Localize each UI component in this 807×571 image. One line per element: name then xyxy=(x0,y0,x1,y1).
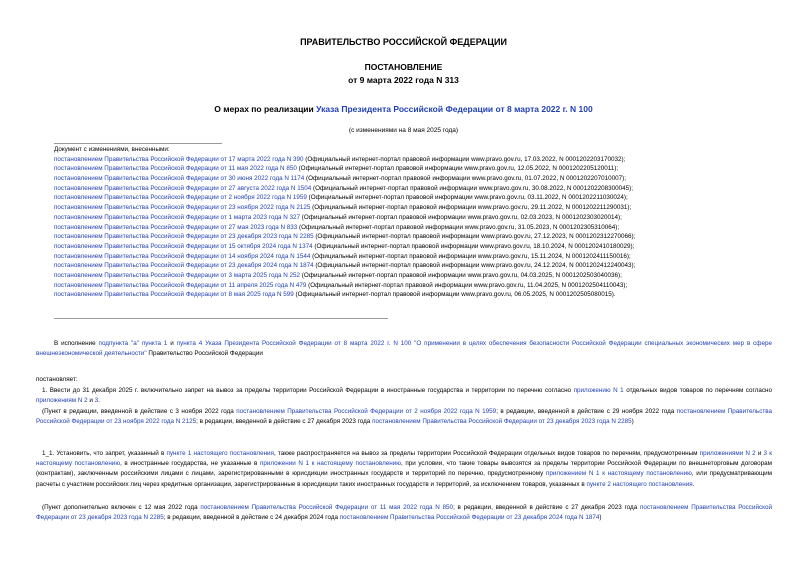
change-item xyxy=(54,174,774,184)
change-link[interactable]: постановлением Правительства Российской Федерации от 27 августа 2022 года N 1504 xyxy=(54,184,312,192)
change-source: (Официальный интернет-портал правовой информации www.pravo.gov.ru, 31.05.2023, N 0001202305310064); xyxy=(297,223,620,231)
change-item xyxy=(54,203,774,213)
change-source: (Официальный интернет-портал правовой информации www.pravo.gov.ru, 17.03.2022, N 0001202203170032); xyxy=(303,155,626,163)
point-1-text: отдельных видов товаров по перечням согласно xyxy=(623,387,772,394)
amendment-link[interactable]: постановлением Правительства Российской Федерации от 23 ноября 2022 года N 2125 xyxy=(36,408,773,426)
point-1-1-text: , также распространяется на вывоз за пределы территории Российской Федерации отдельных видов товаров по перечням, предусмотренным xyxy=(273,450,700,457)
change-link[interactable]: постановлением Правительства Российской Федерации от 30 июня 2022 года N 1174 xyxy=(54,175,305,183)
note-text: ; в редакции, введенной в действие с 29 ноября 2022 года xyxy=(496,408,677,415)
point-1-text: . xyxy=(98,397,100,405)
change-item xyxy=(54,271,774,281)
change-link[interactable]: постановлением Правительства Российской Федерации от 23 декабря 2024 года N 1874 xyxy=(54,262,314,270)
note-text: ) xyxy=(599,514,602,522)
change-link[interactable]: постановлением Правительства Российской Федерации от 14 ноября 2024 года N 1544 xyxy=(54,252,311,260)
change-source: (Официальный интернет-портал правовой информации www.pravo.gov.ru, 30.08.2022, N 0001202208300045); xyxy=(311,184,634,192)
government-heading: ПРАВИТЕЛЬСТВО РОССИЙСКОЙ ФЕДЕРАЦИИ xyxy=(300,37,507,47)
title-prefix: О мерах по реализации xyxy=(214,104,317,114)
point-1-text: 1. Ввести до 31 декабря 2025 г. включительно запрет на вывоз за пределы территории Российской Федерации в иностранные государства и территории по перечню согласно xyxy=(42,387,574,394)
note-text: (Пункт дополнительно включен с 12 мая 2022 года xyxy=(42,504,201,511)
preamble-text: и xyxy=(167,340,177,347)
note-text: ; в редакции, введенной в действие с 27 декабря 2023 года xyxy=(196,418,373,426)
change-source: (Официальный интернет-портал правовой информации www.pravo.gov.ru, 04.03.2025, N 0001202503040036); xyxy=(300,271,622,279)
decides-line: постановляет: xyxy=(36,376,78,383)
changes-intro: Документ с изменениями, внесенными: xyxy=(54,146,170,153)
change-item xyxy=(54,232,774,242)
decree-subpoint-link[interactable]: подпункта "а" пункта 1 xyxy=(98,340,168,347)
change-link[interactable]: постановлением Правительства Российской Федерации от 23 декабря 2023 года N 2285 xyxy=(54,233,314,241)
preamble-text: В исполнение xyxy=(54,340,99,347)
note-text: ) xyxy=(631,418,634,426)
change-link[interactable]: постановлением Правительства Российской Федерации от 1 марта 2023 года N 327 xyxy=(54,213,301,221)
point-1-1 xyxy=(36,449,772,490)
change-link[interactable]: постановлением Правительства Российской Федерации от 3 марта 2025 года N 252 xyxy=(54,271,301,279)
change-source: (Официальный интернет-портал правовой информации www.pravo.gov.ru, 11.04.2025, N 0001202504110043); xyxy=(306,281,628,289)
change-source: (Официальный интернет-портал правовой информации www.pravo.gov.ru, 03.11.2022, N 0001202211030024); xyxy=(306,194,628,202)
edition-note: (с изменениями на 8 мая 2025 года) xyxy=(348,127,459,134)
decree-point4-link[interactable]: пункта 4 Указа Президента Российской Федерации от 8 марта 2022 г. N 100 "О применении в целях обеспечения безопасности Российской Федерации специальных экономических мер в сфере внешнеэкономической деятельности" xyxy=(36,340,772,358)
amendment-link[interactable]: постановлением Правительства Российской Федерации от 23 декабря 2023 года N 2285 xyxy=(372,418,632,426)
point-1-1-text: , при условии, что такие товары вывозятся за пределы территории Российской Федерации по внешнеторговым договорам (контрактам), заключенным российскими лицами с лицами, зарегистрированными в юрисдикции иностранных государств и территорий по перечню, предусмотренному xyxy=(36,460,772,478)
note-text: ; в редакции, введенной в действие с 27 декабря 2023 года xyxy=(453,504,640,511)
change-source: (Официальный интернет-портал правовой информации www.pravo.gov.ru, 29.11.2022, N 0001202211290031); xyxy=(310,204,632,212)
appendix-3-link[interactable]: 3 xyxy=(94,397,99,405)
changes-top-rule xyxy=(54,143,222,144)
amendment-link[interactable]: постановлением Правительства Российской Федерации от 11 мая 2022 года N 850 xyxy=(200,504,454,511)
amendment-link[interactable]: постановлением Правительства Российской Федерации от 23 декабря 2023 года N 2285 xyxy=(36,504,772,522)
changes-list xyxy=(54,145,774,300)
change-source: (Официальный интернет-портал правовой информации www.pravo.gov.ru, 12.05.2022, N 0001202205120011); xyxy=(296,165,619,173)
point-1-note xyxy=(36,407,772,427)
change-item xyxy=(54,193,774,203)
point-1-link[interactable]: пункте 1 настоящего постановления xyxy=(166,450,274,457)
change-source: (Официальный интернет-портал правовой информации www.pravo.gov.ru, 02.03.2023, N 0001202303020014); xyxy=(300,213,622,221)
change-item xyxy=(54,242,774,252)
change-link[interactable]: постановлением Правительства Российской Федерации от 23 ноября 2022 года N 2125 xyxy=(54,204,311,212)
change-item xyxy=(54,223,774,233)
preamble-paragraph xyxy=(36,339,772,359)
appendix-1-link[interactable]: приложении N 1 к настоящему постановлению xyxy=(259,460,401,468)
point-1-1-text: 1_1. Установить, что запрет, указанный в xyxy=(42,450,167,457)
change-source: (Официальный интернет-портал правовой информации www.pravo.gov.ru, 01.07.2022, N 0001202207010007); xyxy=(304,175,626,183)
change-source: (Официальный интернет-портал правовой информации www.pravo.gov.ru, 15.11.2024, N 0001202411150016); xyxy=(310,252,631,260)
change-item xyxy=(54,281,774,291)
change-source: (Официальный интернет-портал правовой информации www.pravo.gov.ru, 24.12.2024, N 0001202412240043); xyxy=(313,262,636,270)
change-link[interactable]: постановлением Правительства Российской Федерации от 2 ноября 2022 года N 1959 xyxy=(54,194,307,202)
change-link[interactable]: постановлением Правительства Российской Федерации от 27 мая 2023 года N 833 xyxy=(54,223,298,231)
point-1-1-note xyxy=(36,503,772,523)
change-link[interactable]: постановлением Правительства Российской Федерации от 11 апреля 2025 года N 479 xyxy=(54,281,307,289)
preamble-text: Правительство Российской Федерации xyxy=(146,350,263,358)
appendix-1-link[interactable]: приложением N 1 к настоящему постановлению xyxy=(545,470,692,478)
change-link[interactable]: постановлением Правительства Российской Федерации от 8 мая 2025 года N 599 xyxy=(54,291,294,299)
appendix-2-link[interactable]: приложениями N 2 xyxy=(699,450,756,457)
change-item xyxy=(54,261,774,271)
point-1-text: и xyxy=(87,397,95,405)
point-1-1-text: и xyxy=(755,450,764,457)
appendix-2-link[interactable]: приложениям N 2 xyxy=(36,397,88,405)
changes-bottom-rule xyxy=(54,318,388,319)
change-item xyxy=(54,290,774,300)
note-text: (Пункт в редакции, введенной в действие с 3 ноября 2022 года xyxy=(42,408,237,415)
title-decree-link[interactable]: Указа Президента Российской Федерации от 8 марта 2022 г. N 100 xyxy=(316,104,593,114)
change-item xyxy=(54,252,774,262)
change-link[interactable]: постановлением Правительства Российской Федерации от 17 марта 2022 года N 390 xyxy=(54,155,304,163)
change-source: (Официальный интернет-портал правовой информации www.pravo.gov.ru, 27.12.2023, N 0001202312270066); xyxy=(313,233,636,241)
change-source: (Официальный интернет-портал правовой информации www.pravo.gov.ru, 18.10.2024, N 0001202410180029); xyxy=(312,242,635,250)
change-item xyxy=(54,164,774,174)
amendment-link[interactable]: постановлением Правительства Российской Федерации от 23 декабря 2024 года N 1874 xyxy=(339,514,600,522)
change-item xyxy=(54,213,774,223)
change-source: (Официальный интернет-портал правовой информации www.pravo.gov.ru, 06.05.2025, N 0001202505080015). xyxy=(293,291,616,299)
change-item xyxy=(54,155,774,165)
point-1-1-text: , в иностранные государства, не указанные в xyxy=(120,460,260,468)
point-2-link[interactable]: пункте 2 настоящего постановления xyxy=(586,480,693,488)
appendix-1-link[interactable]: приложению N 1 xyxy=(573,387,624,394)
change-link[interactable]: постановлением Правительства Российской Федерации от 15 октября 2024 года N 1374 xyxy=(54,242,313,250)
point-1-1-text: , или предусматривающим расчеты с участием российских лиц через кредитные организации, зарегистрированные в юрисдикции таких иностранных государств и территорий, за исключением товаров, указанных в xyxy=(36,470,772,488)
point-1-1-text: . xyxy=(692,480,695,488)
document-type: ПОСТАНОВЛЕНИЕ xyxy=(364,62,443,72)
change-item xyxy=(54,184,774,194)
appendix-3-link[interactable]: 3 к настоящему постановлению xyxy=(36,450,772,468)
document-title xyxy=(0,104,807,114)
amendment-link[interactable]: постановлением Правительства Российской Федерации от 2 ноября 2022 года N 1959 xyxy=(236,408,497,415)
point-1 xyxy=(36,386,772,406)
note-text: ; в редакции, введенной в действие с 24 декабря 2024 года xyxy=(163,514,340,522)
document-date-number: от 9 марта 2022 года N 313 xyxy=(348,75,459,85)
change-link[interactable]: постановлением Правительства Российской Федерации от 11 мая 2022 года N 850 xyxy=(54,165,297,173)
